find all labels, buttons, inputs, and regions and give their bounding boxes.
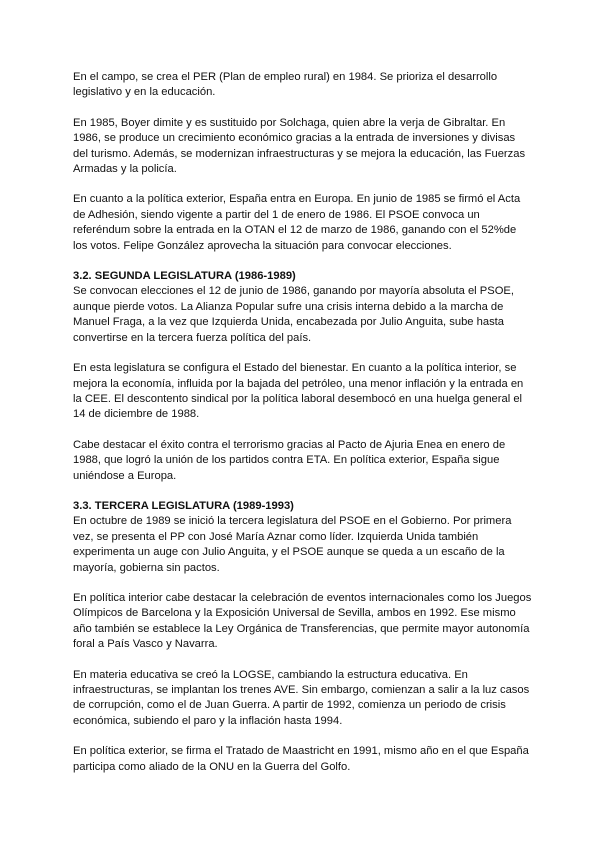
paragraph-boyer-solchaga: En 1985, Boyer dimite y es sustituido por Solchaga, quien abre la verja de Gibraltar. En 1986, se produce un crecimiento económico gracias a la entrada de inversiones y divisas del turismo. Además, se modernizan infraestructuras y se mejora la educación, las Fuerzas Armadas y la policía. [73, 116, 526, 176]
paragraph-pacto-ajuria-enea: Cabe destacar el éxito contra el terrorismo gracias al Pacto de Ajuria Enea en enero de 1988, que logró la unión de los partidos contra ETA. En política exterior, España sigue uniéndose a Europa. [73, 438, 506, 482]
paragraph-maastricht: En política exterior, se firma el Tratado de Maastricht en 1991, mismo año en el que España participa como aliado de la ONU en la Guerra del Golfo. [73, 745, 529, 773]
paragraph-elecciones-1986: Se convocan elecciones el 12 de junio de 1986, ganando por mayoría absoluta el PSOE, aunque pierde votos. La Alianza Popular sufre una crisis interna debido a la marcha de Manuel Fraga, a la vez que Izquierda Unida, encabezada por Julio Anguita, sube hasta convertirse en la tercera fuerza política del país. [73, 285, 514, 344]
paragraph-politica-exterior-europa: En cuanto a la política exterior, España entra en Europa. En junio de 1985 se firmó el Acta de Adhesión, siendo vigente a partir del 1 de enero de 1986. El PSOE convoca un referéndum sobre la entrada en la OTAN el 12 de marzo de 1986, ganando con el 52%de los votos. Felipe González aprovecha la situación para convocar elecciones. [73, 193, 521, 252]
paragraph-eventos-1992: En política interior cabe destacar la celebración de eventos internacionales como los Juegos Olímpicos de Barcelona y la Exposición Universal de Sevilla, ambos en 1992. Ese mismo año también se establece la Ley Orgánica de Transferencias, que permite mayor autonomía foral a País Vasco y Navarra. [73, 591, 532, 651]
paragraph-octubre-1989: En octubre de 1989 se inició la tercera legislatura del PSOE en el Gobierno. Por primera vez, se presenta el PP con José María Aznar como líder. Izquierda Unida también experimenta un auge con Julio Anguita, y el PSOE aunque se queda a un escaño de la mayoría, gobierna sin pactos. [73, 515, 512, 574]
section-heading-tercera-legislatura: 3.3. TERCERA LEGISLATURA (1989-1993) [73, 499, 294, 512]
paragraph-per-plan-empleo: En el campo, se crea el PER (Plan de empleo rural) en 1984. Se prioriza el desarrollo legislativo y en la educación. [73, 71, 498, 99]
paragraph-logse-ave: En materia educativa se creó la LOGSE, cambiando la estructura educativa. En infraestructuras, se implantan los trenes AVE. Sin embargo, comienzan a salir a la luz casos de corrupción, como el de Juan Guerra. A partir de 1992, comienza un periodo de crisis económica, subiendo el paro y la inflación hasta 1994. [73, 668, 530, 727]
section-heading-segunda-legislatura: 3.2. SEGUNDA LEGISLATURA (1986-1989) [73, 270, 296, 283]
document-body [73, 70, 533, 790]
paragraph-estado-bienestar: En esta legislatura se configura el Estado del bienestar. En cuanto a la política interior, se mejora la economía, influida por la bajada del petróleo, una menor inflación y la entrada en la CEE. El descontento sindical por la política laboral desembocó en una huelga general el 14 de diciembre de 1988. [73, 362, 524, 421]
